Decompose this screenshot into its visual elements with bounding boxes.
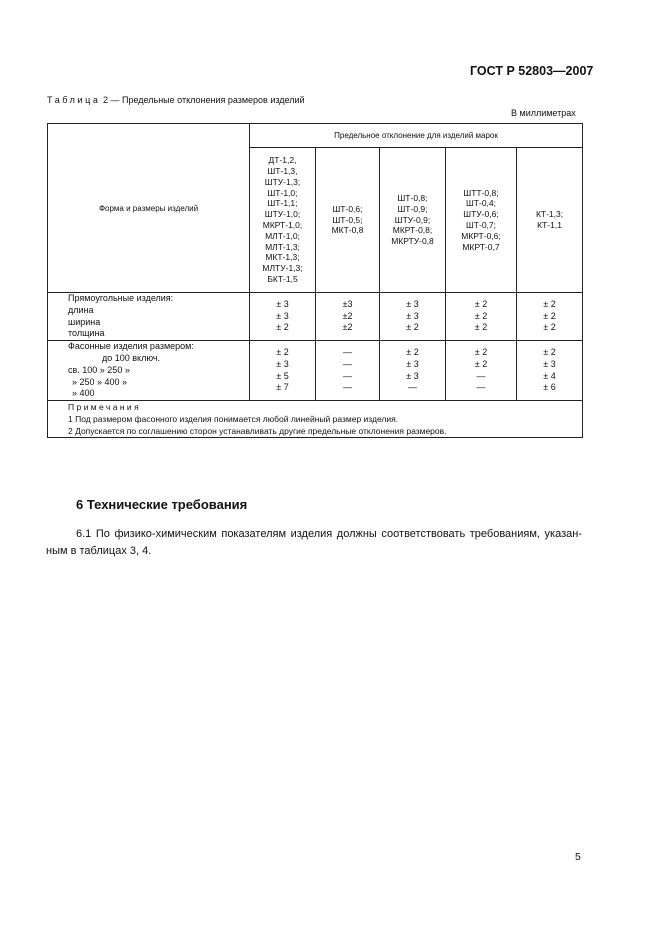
standard-code: ГОСТ Р 52803—2007	[470, 64, 594, 78]
value: ± 3	[406, 298, 419, 309]
value: —	[343, 370, 352, 381]
value: —	[343, 347, 352, 358]
deviation-table	[47, 123, 583, 438]
row-label: толщина	[68, 328, 105, 339]
value: ± 3	[406, 370, 419, 381]
value: ± 2	[474, 310, 488, 321]
value: ± 3	[276, 298, 289, 309]
row-label: св. 100 » 250 »	[68, 364, 130, 375]
notes-cell	[48, 401, 583, 438]
value-cell	[446, 293, 517, 341]
value: ± 2	[474, 298, 488, 309]
paragraph-line: 6.1 По физико-химическим показателям изделия должны соответствовать требованиям, указан-	[76, 528, 582, 540]
page-number: 5	[575, 851, 581, 863]
value: ± 7	[276, 382, 289, 393]
table-row-shaped	[48, 341, 583, 401]
value-cell	[316, 341, 380, 401]
value: ±3	[342, 298, 353, 309]
grade-col-4: ШТТ-0,8; ШТ-0,4; ШТУ-0,6; ШТ-0,7; МКРТ-0,6; МКРТ-0,7	[446, 148, 517, 293]
value: —	[408, 382, 417, 393]
value-cell	[446, 341, 517, 401]
table-row-rectangular	[48, 293, 583, 341]
value: ± 6	[543, 382, 556, 393]
value: ± 2	[474, 347, 488, 358]
value: ± 4	[543, 370, 556, 381]
row-label: » 400	[72, 388, 95, 399]
value-cell	[250, 293, 316, 341]
section-paragraph	[46, 526, 582, 560]
value-cell	[517, 293, 583, 341]
table-title-text: 2 — Предельные отклонения размеров изделий	[103, 95, 305, 105]
value: —	[343, 358, 352, 369]
value-cell	[380, 341, 446, 401]
paragraph-line: ным в таблицах 3, 4.	[46, 545, 152, 557]
value: ± 3	[276, 358, 289, 369]
value: ± 2	[474, 322, 488, 333]
value: —	[343, 382, 352, 393]
row-label: » 250 » 400 »	[72, 376, 128, 387]
value: ± 3	[406, 310, 419, 321]
col-header-shape: Форма и размеры изделий	[48, 124, 250, 293]
value: ± 2	[543, 310, 556, 321]
value: —	[476, 382, 486, 393]
value: ± 2	[474, 358, 488, 369]
notes-label: Примечания	[68, 402, 142, 413]
table-label: Таблица	[47, 95, 101, 105]
col-header-group: Предельное отклонение для изделий марок	[250, 124, 583, 148]
grade-col-5: КТ-1,3; КТ-1,1	[517, 148, 583, 293]
value: ± 2	[543, 322, 556, 333]
value: ± 3	[276, 310, 289, 321]
note-item: 2 Допускается по соглашению сторон устанавливать другие предельные отклонения размеров.	[68, 426, 447, 437]
row-label: до 100 включ.	[102, 352, 161, 363]
table-notes	[48, 401, 583, 438]
row-label-group	[48, 341, 250, 401]
value: ± 3	[543, 358, 556, 369]
section-heading: 6 Технические требования	[76, 497, 248, 512]
value: ±2	[342, 322, 353, 333]
value-cell	[517, 341, 583, 401]
value-cell	[316, 293, 380, 341]
value: ± 2	[406, 322, 419, 333]
value-cell	[250, 341, 316, 401]
value: ± 2	[543, 298, 556, 309]
row-label: ширина	[68, 316, 101, 327]
table-units: В миллиметрах	[511, 108, 576, 118]
row-label-group	[48, 293, 250, 341]
value: ± 2	[543, 347, 556, 358]
value: ± 2	[276, 347, 289, 358]
grade-col-3: ШТ-0,8; ШТ-0,9; ШТУ-0,9; МКРТ-0,8; МКРТУ-0,8	[380, 148, 446, 293]
row-label: Прямоугольные изделия:	[68, 293, 174, 303]
note-item: 1 Под размером фасонного изделия понимается любой линейный размер изделия.	[68, 414, 399, 425]
value: ± 3	[406, 358, 419, 369]
grade-col-2: ШТ-0,6; ШТ-0,5; МКТ-0,8	[316, 148, 380, 293]
value-cell	[380, 293, 446, 341]
value: ± 2	[406, 347, 419, 358]
value: —	[476, 370, 486, 381]
value: ±2	[342, 310, 353, 321]
table-title	[47, 95, 305, 105]
value: ± 2	[276, 322, 289, 333]
value: ± 5	[276, 370, 289, 381]
row-label: длина	[68, 304, 94, 315]
grade-col-1: ДТ-1,2, ШТ-1,3, ШТУ-1,3; ШТ-1,0; ШТ-1,1; ШТУ-1,0; МКРТ-1,0; МЛТ-1,0; МЛТ-1,3; МКТ-1,3; МЛТУ-1,3; БКТ-1,5	[250, 148, 316, 293]
row-label: Фасонные изделия размером:	[68, 341, 194, 352]
